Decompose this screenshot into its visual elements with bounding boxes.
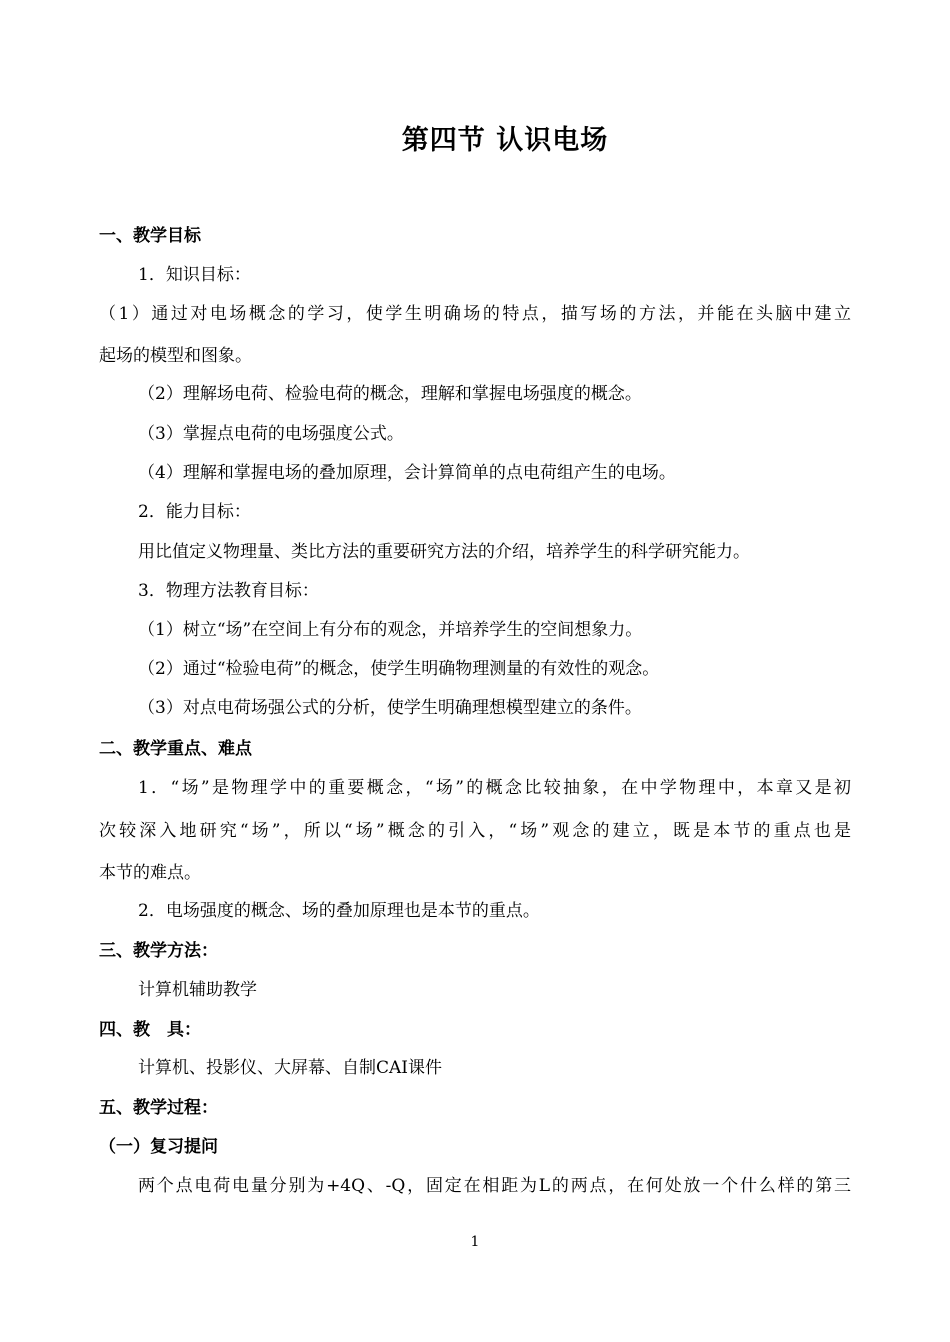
subheading-ability-goals: 2．能力目标： (138, 502, 251, 522)
paragraph-line: 起场的模型和图象。 (99, 346, 252, 366)
paragraph-line: （1）通过对电场概念的学习，使学生明确场的特点，描写场的方法，并能在头脑中建立 (99, 304, 851, 324)
subheading-knowledge-goals: 1．知识目标： (138, 265, 251, 285)
page-number: 1 (470, 1234, 480, 1250)
section-heading-teaching-process: 五、教学过程： (99, 1098, 218, 1118)
paragraph-line: 两个点电荷电量分别为+4Q、-Q，固定在相距为L的两点，在何处放一个什么样的第三 (138, 1176, 851, 1196)
section-heading-teaching-tools: 四、教 具： (99, 1020, 201, 1040)
paragraph-line: （3）掌握点电荷的电场强度公式。 (138, 424, 404, 444)
paragraph-line: 计算机、投影仪、大屏幕、自制CAI课件 (138, 1058, 442, 1078)
paragraph-line: （1）树立“场”在空间上有分布的观念，并培养学生的空间想象力。 (138, 620, 643, 640)
paragraph-line: 次较深入地研究“场”，所以“场”概念的引入，“场”观念的建立，既是本节的重点也是 (99, 821, 851, 841)
paragraph-line: 用比值定义物理量、类比方法的重要研究方法的介绍，培养学生的科学研究能力。 (138, 542, 750, 562)
subsection-heading-review: （一）复习提问 (99, 1137, 218, 1157)
paragraph-line: 本节的难点。 (99, 863, 201, 883)
paragraph-line: 1．“场”是物理学中的重要概念，“场”的概念比较抽象，在中学物理中，本章又是初 (138, 778, 851, 798)
paragraph-line: （3）对点电荷场强公式的分析，使学生明确理想模型建立的条件。 (138, 698, 642, 718)
paragraph-line: （2）理解场电荷、检验电荷的概念，理解和掌握电场强度的概念。 (138, 384, 642, 404)
section-heading-key-points: 二、教学重点、难点 (99, 739, 252, 759)
section-heading-teaching-method: 三、教学方法： (99, 941, 218, 961)
paragraph-line: （4）理解和掌握电场的叠加原理，会计算简单的点电荷组产生的电场。 (138, 463, 676, 483)
subheading-method-goals: 3．物理方法教育目标： (138, 581, 319, 601)
paragraph-line: 计算机辅助教学 (138, 980, 257, 1000)
document-title: 第四节 认识电场 (401, 125, 609, 156)
section-heading-teaching-goals: 一、教学目标 (99, 226, 201, 246)
paragraph-line: （2）通过“检验电荷”的概念，使学生明确物理测量的有效性的观念。 (138, 659, 660, 679)
paragraph-line: 2．电场强度的概念、场的叠加原理也是本节的重点。 (138, 901, 540, 921)
